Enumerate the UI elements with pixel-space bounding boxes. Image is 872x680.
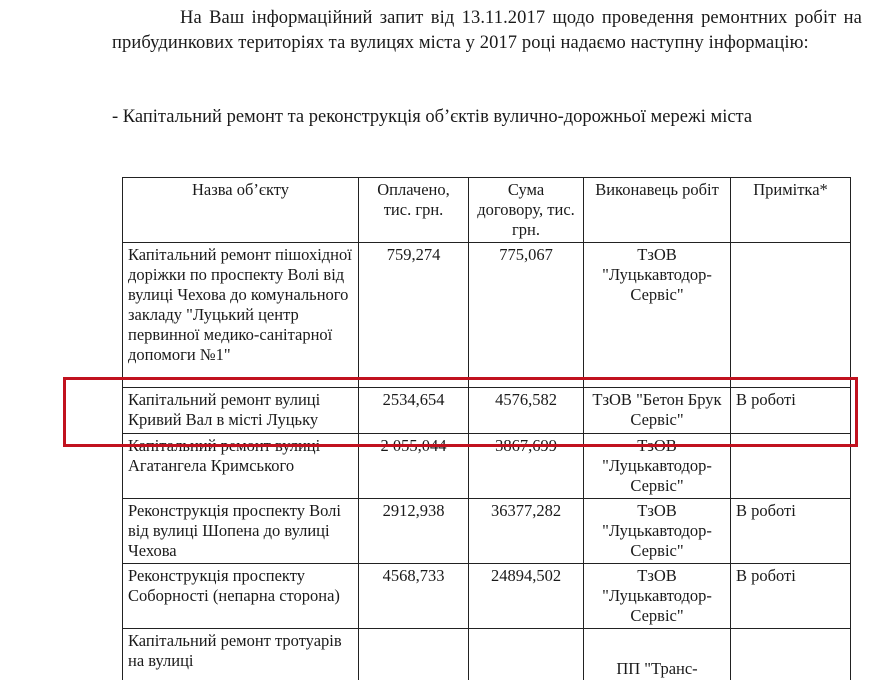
table-row (123, 388, 851, 434)
row-executor: ТзОВ "Луцькавтодор-Сервіс" (584, 499, 731, 564)
row-note (731, 243, 851, 388)
header-paid: Оплачено, тис. грн. (359, 178, 469, 243)
row-executor: ТзОВ "Луцькавтодор-Сервіс" (584, 243, 731, 388)
row-note (731, 629, 851, 680)
row-name: Реконструкція проспекту Волі від вулиці Шопена до вулиці Чехова (123, 499, 359, 564)
row-name: Реконструкція проспекту Соборності (непарна сторона) (123, 564, 359, 629)
row-contract-sum: 3867,699 (469, 434, 584, 499)
row-executor: ТзОВ "Луцькавтодор-Сервіс" (584, 564, 731, 629)
row-name: Капітальний ремонт вулиці Кривий Вал в місті Луцьку (123, 388, 359, 434)
table-row (123, 564, 851, 629)
row-note (731, 434, 851, 499)
row-contract-sum: 24894,502 (469, 564, 584, 629)
row-note: В роботі (731, 564, 851, 629)
row-contract-sum: 4576,582 (469, 388, 584, 434)
row-executor: ПП "Транс- (584, 629, 731, 680)
header-contract-sum: Сума договору, тис. грн. (469, 178, 584, 243)
table-header-row (123, 178, 851, 243)
row-paid: 2 055,044 (359, 434, 469, 499)
row-note: В роботі (731, 388, 851, 434)
header-note: Примітка* (731, 178, 851, 243)
row-name: Капітальний ремонт вулиці Агатангела Кримського (123, 434, 359, 499)
row-note: В роботі (731, 499, 851, 564)
row-paid: 2912,938 (359, 499, 469, 564)
table-row (123, 243, 851, 388)
section-heading: - Капітальний ремонт та реконструкція об’єктів вулично-дорожньої мережі міста (112, 107, 753, 127)
row-paid: 2534,654 (359, 388, 469, 434)
row-contract-sum (469, 629, 584, 680)
header-name: Назва об’єкту (123, 178, 359, 243)
intro-paragraph: На Ваш інформаційний запит від 13.11.2017 щодо проведення ремонтних робіт на прибудинкових територіях та вулицях міста у 2017 році надаємо наступну інформацію: (112, 8, 862, 53)
table-row (123, 434, 851, 499)
table-row (123, 629, 851, 680)
row-contract-sum: 775,067 (469, 243, 584, 388)
row-paid: 4568,733 (359, 564, 469, 629)
row-executor: ТзОВ "Бетон Брук Сервіс" (584, 388, 731, 434)
row-executor: ТзОВ "Луцькавтодор-Сервіс" (584, 434, 731, 499)
row-contract-sum: 36377,282 (469, 499, 584, 564)
row-name: Капітальний ремонт тротуарів на вулиці (123, 629, 359, 680)
row-paid (359, 629, 469, 680)
objects-table (122, 177, 851, 680)
table-row (123, 499, 851, 564)
row-name: Капітальний ремонт пішохідної доріжки по проспекту Волі від вулиці Чехова до комунального закладу "Луцький центр первинної медико-санітарної допомоги №1" (123, 243, 359, 388)
header-executor: Виконавець робіт (584, 178, 731, 243)
row-paid: 759,274 (359, 243, 469, 388)
